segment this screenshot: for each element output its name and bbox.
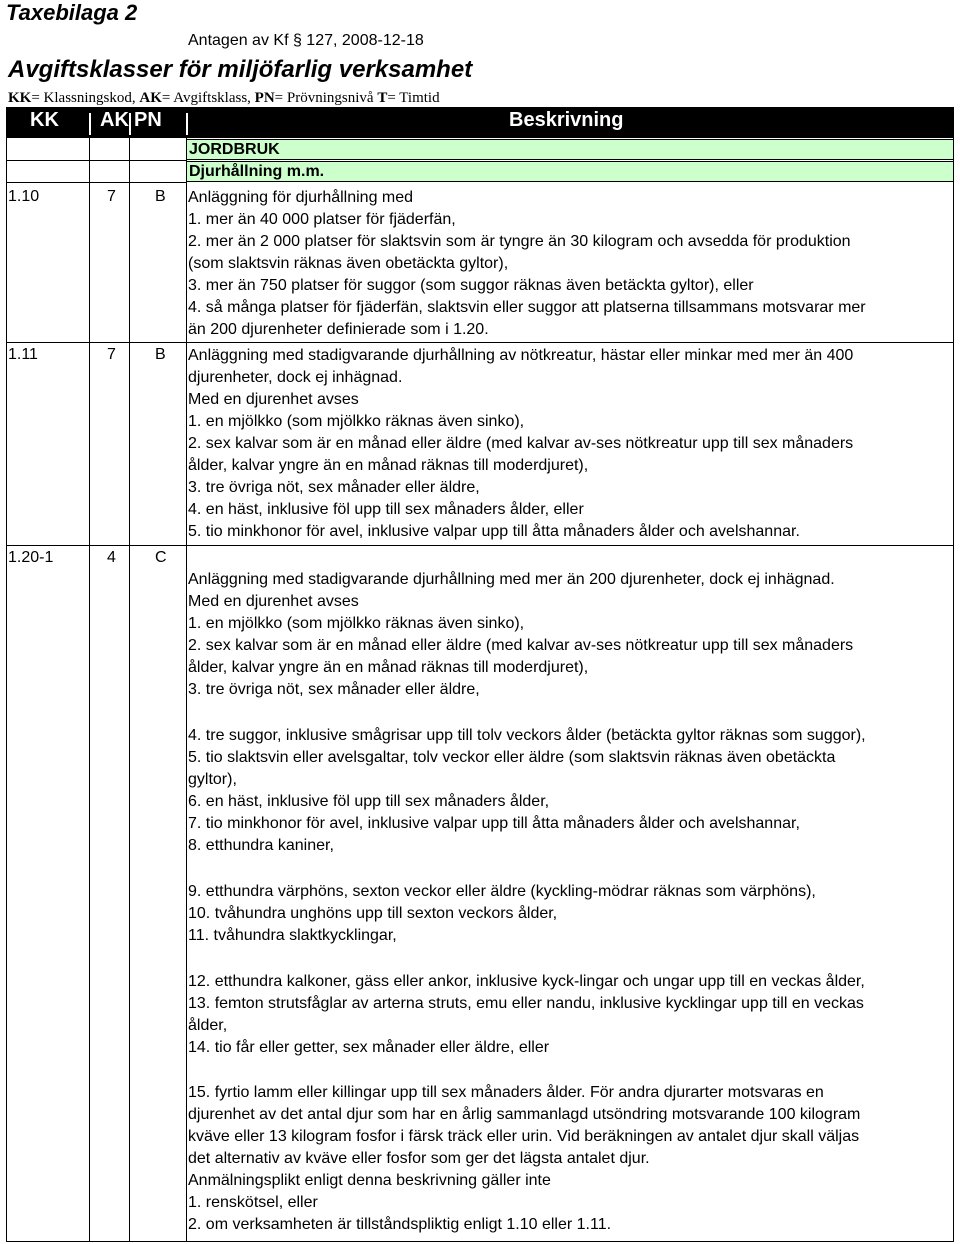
row-description (188, 188, 866, 342)
row-ak: 7 (107, 188, 116, 205)
description-line: Anläggning för djurhållning med (188, 189, 414, 206)
table-border-left (6, 138, 7, 1242)
legend-t-abbr: T (377, 90, 388, 106)
table-border-bottom (6, 1241, 954, 1242)
row-kk: 1.20-1 (8, 549, 54, 566)
description-line: 10. tvåhundra unghöns upp till sexton veckors ålder, (188, 905, 558, 922)
description-line: djurenheter, dock ej inhägnad. (188, 369, 403, 386)
row-kk: 1.11 (8, 346, 38, 363)
description-line: 11. tvåhundra slaktkycklingar, (188, 927, 397, 944)
description-line: 9. etthundra värphöns, sexton veckor eller äldre (kyckling-mödrar räknas som värphöns), (188, 883, 816, 900)
legend-kk-abbr: KK (8, 90, 32, 106)
description-line: ålder, kalvar yngre än en månad räknas till moderdjuret), (188, 457, 589, 474)
subsection-title: Djurhållning m.m. (189, 163, 325, 180)
row-ak: 7 (107, 346, 116, 363)
description-line: 6. en häst, inklusive föl upp till sex månaders ålder, (188, 793, 550, 810)
column-header-pn: PN (134, 109, 162, 131)
header-separator (186, 113, 188, 135)
section-title: JORDBRUK (189, 141, 280, 158)
row-pn: B (155, 188, 166, 205)
description-line: djurenhet av det antal djur som har en årlig sammanlagd utsöndring motsvarande 100 kilogram (188, 1106, 861, 1123)
description-line: 2. om verksamheten är tillståndspliktig enligt 1.10 eller 1.11. (188, 1216, 612, 1233)
description-block (188, 1083, 860, 1237)
description-line: 1. renskötsel, eller (188, 1194, 318, 1211)
description-line: gyltor), (188, 771, 237, 788)
legend-kk-text: = Klassningskod, (31, 90, 140, 106)
row-divider (6, 342, 954, 343)
row-pn: B (155, 346, 166, 363)
description-line: 3. tre övriga nöt, sex månader eller äldre, (188, 479, 480, 496)
row-ak: 4 (107, 549, 116, 566)
row-divider (6, 182, 186, 183)
description-line: 7. tio minkhonor för avel, inklusive valpar upp till åtta månaders ålder och avelshannar, (188, 815, 800, 832)
description-line: 5. tio minkhonor för avel, inklusive valpar upp till åtta månaders ålder och avelshannar. (188, 523, 800, 540)
description-block (188, 882, 816, 948)
description-block (188, 972, 865, 1060)
header-separator (129, 113, 131, 135)
description-line: 3. mer än 750 platser för suggor (som suggor räknas även betäckta gyltor), eller (188, 277, 754, 294)
header-separator (89, 113, 91, 135)
description-line: än 200 djurenheter definierade som i 1.20. (188, 321, 489, 338)
description-line: 1. mer än 40 000 platser för fjäderfän, (188, 211, 456, 228)
description-line: 4. tre suggor, inklusive smågrisar upp till tolv veckors ålder (betäckta gyltor räknas som suggor), (188, 727, 866, 744)
description-line: 2. mer än 2 000 platser för slaktsvin som är tyngre än 30 kilogram och avsedda för produktion (188, 233, 851, 250)
description-line: Anläggning med stadigvarande djurhållning med mer än 200 djurenheter, dock ej inhägnad. (188, 571, 835, 588)
description-line: 4. en häst, inklusive föl upp till sex månaders ålder, eller (188, 501, 584, 518)
document-heading: Avgiftsklasser för miljöfarlig verksamhet (8, 56, 473, 83)
description-line: Med en djurenhet avses (188, 593, 359, 610)
row-divider (6, 160, 186, 161)
legend-pn-abbr: PN (254, 90, 275, 106)
description-line: 8. etthundra kaniner, (188, 837, 334, 854)
abbreviation-legend (8, 90, 440, 107)
description-line: Anläggning med stadigvarande djurhållning av nötkreatur, hästar eller minkar med mer än 400 (188, 347, 854, 364)
adoption-note: Antagen av Kf § 127, 2008-12-18 (188, 32, 424, 49)
description-block (188, 570, 853, 702)
description-line: 5. tio slaktsvin eller avelsgaltar, tolv veckor eller äldre (som slaktsvin räknas även obetäckta (188, 749, 836, 766)
description-line: 2. sex kalvar som är en månad eller äldre (med kalvar av-ses nötkreatur upp till sex månaders (188, 435, 854, 452)
description-line: Anmälningsplikt enligt denna beskrivning gäller inte (188, 1172, 551, 1189)
description-line: 4. så många platser för fjäderfän, slaktsvin eller suggor att platserna tillsammans motsvarar mer (188, 299, 866, 316)
column-header-kk: KK (30, 109, 59, 131)
description-line: 2. sex kalvar som är en månad eller äldre (med kalvar av-ses nötkreatur upp till sex månaders (188, 637, 854, 654)
description-line: 13. femton strutsfåglar av arterna struts, emu eller nandu, inklusive kycklingar upp till en veckas (188, 995, 864, 1012)
column-header-ak: AK (100, 109, 129, 131)
description-line: 15. fyrtio lamm eller killingar upp till sex månaders ålder. För andra djurarter motsvaras en (188, 1084, 824, 1101)
description-line: det alternativ av kväve eller fosfor som ger det lägsta antalet djur. (188, 1150, 650, 1167)
legend-pn-text: = Prövningsnivå (274, 90, 378, 106)
description-line: 12. etthundra kalkoner, gäss eller ankor, inklusive kyck-lingar och ungar upp till en veckas ålder, (188, 973, 865, 990)
description-block (188, 726, 866, 858)
legend-ak-abbr: AK (139, 90, 162, 106)
section-row (186, 139, 954, 160)
description-line: (som slaktsvin räknas även obetäckta gyltor), (188, 255, 509, 272)
description-line: 1. en mjölkko (som mjölkko räknas även sinko), (188, 615, 525, 632)
row-divider (6, 545, 954, 546)
description-line: ålder, (188, 1017, 228, 1034)
column-divider-pn-desc (186, 138, 187, 1242)
table-border-right (953, 138, 954, 1242)
page-title: Taxebilaga 2 (6, 0, 138, 25)
row-description (188, 346, 853, 544)
legend-t-text: = Timtid (387, 90, 440, 106)
subsection-row (186, 161, 954, 182)
description-line: 1. en mjölkko (som mjölkko räknas även sinko), (188, 413, 525, 430)
description-line: 14. tio får eller getter, sex månader eller äldre, eller (188, 1039, 550, 1056)
column-divider-ak-pn (129, 138, 130, 1242)
row-pn: C (155, 549, 167, 566)
legend-ak-text: = Avgiftsklass, (161, 90, 255, 106)
description-line: ålder, kalvar yngre än en månad räknas till moderdjuret), (188, 659, 589, 676)
description-line: 3. tre övriga nöt, sex månader eller äldre, (188, 681, 480, 698)
row-kk: 1.10 (8, 188, 40, 205)
table-header (6, 107, 954, 138)
description-line: Med en djurenhet avses (188, 391, 359, 408)
description-line: kväve eller 13 kilogram fosfor i färsk träck eller urin. Vid beräkningen av antalet djur skall väljas (188, 1128, 860, 1145)
column-divider-kk-ak (89, 138, 90, 1242)
column-header-description: Beskrivning (509, 109, 624, 131)
